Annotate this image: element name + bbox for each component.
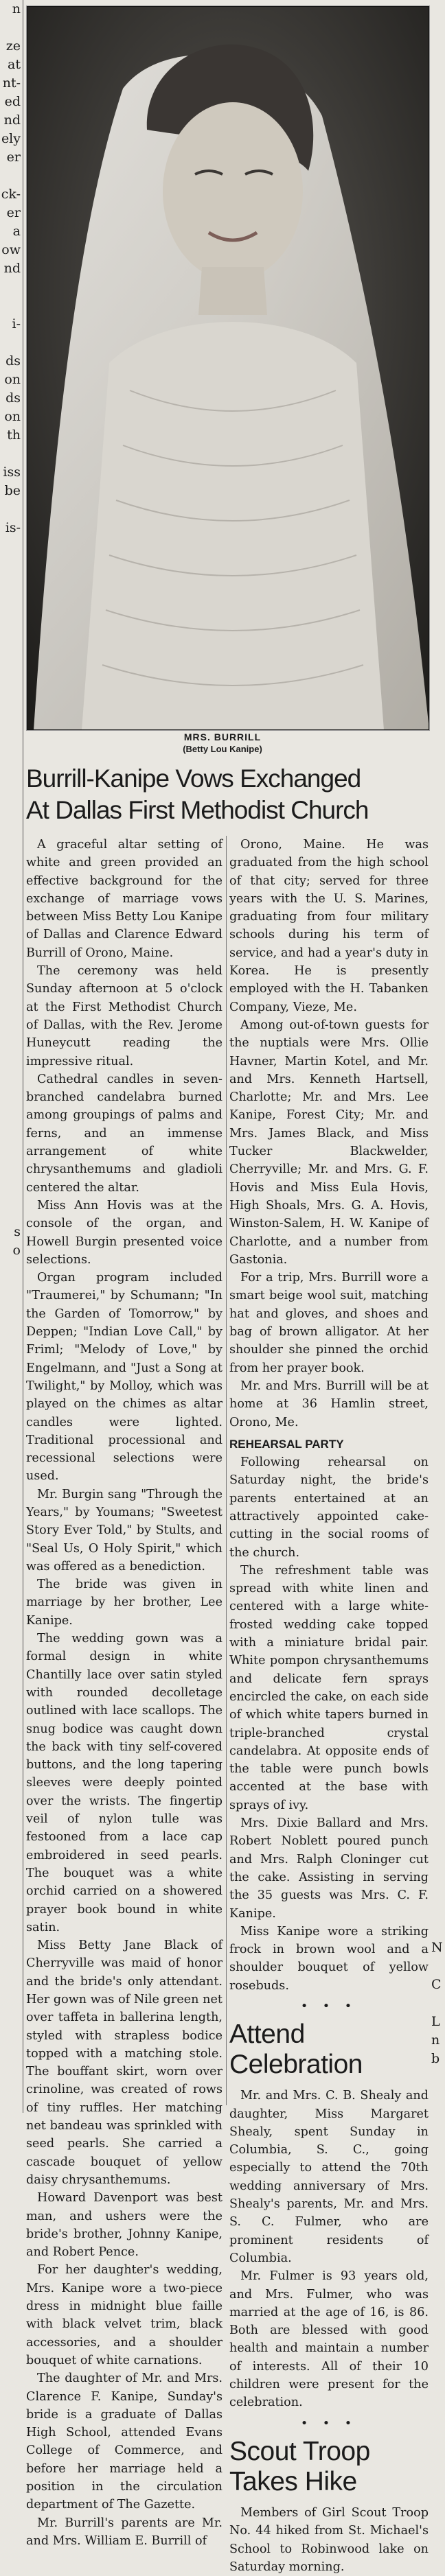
edge-fragment — [431, 1679, 445, 1698]
edge-fragment: iss — [3, 465, 21, 480]
edge-fragment — [0, 1112, 21, 1130]
edge-fragment — [0, 908, 21, 926]
article-paragraph: Mr. and Mrs. Burrill will be at home at 36 Hamlin street, Orono, Me. — [229, 1379, 429, 1429]
article-column-right — [229, 836, 429, 2576]
edge-fragment: i- — [12, 316, 21, 331]
edge-fragment — [431, 771, 445, 790]
edge-fragment — [0, 611, 21, 630]
article-continuation — [229, 836, 429, 1431]
edge-fragment — [431, 882, 445, 901]
edge-fragment: th — [7, 428, 21, 443]
edge-fragment — [0, 556, 21, 574]
scout-headline-line-2: Takes Hike — [229, 2466, 357, 2496]
edge-fragment — [431, 1494, 445, 1512]
edge-fragment — [431, 1994, 445, 2013]
scout-headline — [229, 2437, 429, 2497]
edge-fragment — [0, 797, 21, 815]
edge-fragment — [0, 963, 21, 982]
article-paragraph: Organ program included "Traumerei," by Schumann; "In the Garden of Tomorrow," by Deppen; "Indian Love Call," by Friml; "Melody of Love," by Engelmann, and "Just a Song at Twilight," by Molloy, which was played on the chimes as altar candles were lighted. Traditional processional and recessional selections were used. — [26, 1271, 223, 1484]
bride-portrait-image — [27, 6, 429, 730]
article-paragraph: For her daughter's wedding, Mrs. Kanipe wore a two-piece dress in midnight blue faille with black velvet trim, black accessories, and a shoulder bouquet of white carnations. — [26, 2263, 223, 2367]
edge-fragment: N — [431, 1940, 443, 1955]
edge-fragment: n — [12, 1, 21, 16]
rehearsal-paragraph: The refreshment table was spread with white linen and centered with a large white-frosted wedding cake topped with a miniature bridal pair. White pompon chrysanthemums and delicate fern sprays encircled the cake, on each side of which white tapers burned in triple-branched crystal candelabra. At opposite ends of the table were punch bowls accented at the base with sprays of ivy. — [229, 1563, 429, 1812]
edge-fragment — [431, 1772, 445, 1790]
headline-line-1: Burrill-Kanipe Vows Exchanged — [26, 764, 361, 793]
column-divider — [226, 836, 227, 2105]
edge-fragment — [431, 1420, 445, 1438]
article-paragraph: Cathedral candles in seven-branched candelabra burned among groupings of palms and ferns, and an immense arrangement of white chrysanthemums and gladioli centered the altar. — [26, 1072, 223, 1195]
edge-fragment — [0, 686, 21, 704]
edge-fragment: is- — [5, 520, 21, 535]
edge-fragment — [0, 537, 21, 556]
edge-fragment — [0, 1038, 21, 1056]
edge-fragment — [431, 1197, 445, 1216]
edge-fragment — [431, 1846, 445, 1864]
bride-photo — [26, 5, 430, 731]
edge-fragment — [431, 1475, 445, 1494]
edge-fragment — [431, 1049, 445, 1068]
edge-fragment — [431, 1179, 445, 1197]
section-separator: • • • — [300, 2000, 358, 2013]
edge-fragment — [431, 920, 445, 938]
edge-fragment: er — [6, 150, 21, 165]
edge-fragment — [0, 1093, 21, 1112]
edge-fragment — [431, 1716, 445, 1735]
edge-fragment — [431, 994, 445, 1012]
right-column-edge — [431, 734, 445, 2107]
edge-fragment — [0, 815, 21, 834]
edge-fragment — [431, 1531, 445, 1549]
edge-fragment: C — [431, 1977, 442, 1992]
edge-fragment: ds — [5, 353, 21, 368]
edge-fragment — [431, 1624, 445, 1642]
edge-fragment — [0, 593, 21, 611]
article-paragraph: Miss Betty Jane Black of Cherryville was maid of honor and the bride's only attendant. Her gown was of Nile green net over taffeta in ballerina length, styled with strapless bodice topped with a matching stole. The bouffant skirt, worn over crinoline, was created of rows of tiny ruffles. Her matching net bandeau was sprinkled with seed pearls. She carried a cascade bouquet of yellow daisy chrysanthemums. — [26, 1939, 223, 2187]
edge-fragment — [431, 790, 445, 808]
edge-fragment — [0, 704, 21, 723]
edge-fragment — [431, 1438, 445, 1457]
edge-fragment — [0, 852, 21, 871]
scout-headline-line-1: Scout Troop — [229, 2436, 370, 2466]
edge-fragment — [431, 1642, 445, 1661]
article-paragraph: The wedding gown was a formal design in white Chantilly lace over satin styled with rounded decolletage outlined with lace scallops. The snug bodice was caught down the back with tiny self-covered buttons, and the long tapering sleeves were deeply pointed over the wrists. The fingertip veil of nylon tulle was festooned from a lace cap embroidered in seed pearls. The bouquet was a white orchid carried on a showered prayer book bound in white satin. — [26, 1632, 223, 1934]
edge-fragment — [431, 1864, 445, 1883]
edge-fragment — [431, 1586, 445, 1605]
edge-fragment — [431, 1568, 445, 1586]
edge-fragment — [431, 1253, 445, 1272]
edge-fragment: er — [6, 205, 21, 220]
edge-fragment — [0, 1149, 21, 1167]
edge-fragment: a — [12, 224, 21, 239]
edge-fragment: ck- — [1, 187, 21, 202]
edge-fragment — [0, 1075, 21, 1093]
edge-fragment — [0, 760, 21, 778]
edge-fragment: ed — [4, 94, 21, 109]
celebration-headline — [229, 2019, 429, 2080]
edge-fragment — [431, 1142, 445, 1160]
edge-fragment — [431, 1216, 445, 1234]
edge-fragment — [431, 957, 445, 975]
edge-fragment — [431, 2087, 445, 2105]
edge-fragment — [0, 834, 21, 852]
article-paragraph: Mr. Burrill's parents are Mr. and Mrs. William E. Burrill of — [26, 2516, 223, 2548]
article-paragraph: Orono, Maine. He was graduated from the high school of that city; served for three years with the U. S. Marines, graduating from four military schools during his term of service, and had a year's duty in Korea. He is presently employed with the H. Tabanken Company, Vieze, Me. — [229, 838, 429, 1014]
edge-fragment — [431, 2068, 445, 2087]
edge-fragment — [0, 574, 21, 593]
edge-fragment — [0, 945, 21, 963]
scout-paragraph: Members of Girl Scout Troop No. 44 hiked from St. Michael's School to Robinwood lake on Saturday morning. — [229, 2505, 429, 2574]
edge-fragment — [0, 278, 21, 296]
edge-fragment — [0, 500, 21, 519]
edge-fragment — [431, 975, 445, 994]
edge-fragment — [0, 1186, 21, 1204]
edge-fragment — [431, 1920, 445, 1939]
edge-fragment — [431, 1401, 445, 1420]
edge-fragment — [431, 1790, 445, 1809]
edge-fragment — [431, 901, 445, 920]
section-separator-2: • • • — [300, 2416, 358, 2431]
photo-caption-maiden-name: (Betty Lou Kanipe) — [183, 744, 262, 754]
edge-fragment — [431, 1290, 445, 1309]
edge-fragment: be — [4, 483, 21, 498]
edge-fragment: nt- — [2, 75, 21, 91]
celebration-paragraph: Mr. Fulmer is 93 years old, and Mrs. Fulmer, who was married at the age of 16, is 86. Both are blessed with good health and maintain a number of interests. All of their 10 children were present for the celebration. — [229, 2269, 429, 2410]
edge-fragment — [0, 926, 21, 945]
edge-fragment — [431, 1031, 445, 1049]
edge-fragment — [431, 1068, 445, 1086]
celebration-headline-line-1: Attend — [229, 2019, 305, 2050]
edge-fragment — [0, 778, 21, 797]
edge-fragment — [431, 938, 445, 957]
article-headline — [26, 763, 431, 826]
rehearsal-paragraph: Following rehearsal on Saturday night, the bride's parents entertained at an attractively appointed cake-cutting in the social rooms of the church. — [229, 1455, 429, 1560]
edge-fragment — [431, 808, 445, 827]
edge-fragment — [0, 1167, 21, 1186]
edge-fragment — [0, 296, 21, 315]
rehearsal-party-body — [229, 1453, 429, 1995]
edge-fragment — [0, 630, 21, 648]
edge-fragment: b — [431, 2051, 440, 2066]
article-paragraph: Howard Davenport was best man, and ushers were the bride's brother, Johnny Kanipe, and Robert Pence. — [26, 2191, 223, 2260]
edge-fragment: nd — [3, 113, 21, 128]
edge-fragment: at — [8, 57, 21, 72]
edge-fragment — [0, 167, 21, 185]
edge-fragment — [431, 827, 445, 845]
edge-fragment — [0, 1204, 21, 1223]
edge-fragment: ely — [1, 131, 21, 146]
edge-fragment — [0, 667, 21, 686]
article-paragraph: Among out-of-town guests for the nuptials were Mrs. Ollie Havner, Martin Kotel, and Mr. and Mrs. Kenneth Hartsell, Charlotte; Mr. and Mrs. Lee Kanipe, Forest City; Mr. and Mrs. James Black, and Miss Tucker Blackwelder, Cherryville; Mr. and Mrs. G. F. Hovis and Miss Eula Hovis, High Shoals, Mrs. G. A. Hovis, Winston-Salem, H. W. Kanipe of Charlotte, and a number from Gastonia. — [229, 1018, 429, 1267]
edge-fragment — [0, 648, 21, 667]
left-column-edge — [0, 0, 21, 2113]
edge-fragment — [431, 1698, 445, 1716]
edge-fragment — [431, 753, 445, 771]
edge-fragment — [431, 1661, 445, 1679]
article-paragraph: The bride was given in marriage by her brother, Lee Kanipe. — [26, 1578, 223, 1628]
article-paragraph: The daughter of Mr. and Mrs. Clarence F. Kanipe, Sunday's bride is a graduate of Dallas High School, attended Evans College of Commerce, and before her marriage held a position in the circulation department of The Gazette. — [26, 2372, 223, 2512]
edge-fragment: o — [12, 1243, 21, 1258]
edge-fragment — [431, 1827, 445, 1846]
scout-body — [229, 2504, 429, 2576]
edge-fragment — [0, 889, 21, 908]
edge-fragment — [0, 445, 21, 463]
photo-caption-name: MRS. BURRILL — [183, 731, 262, 742]
celebration-headline-line-2: Celebration — [229, 2050, 363, 2080]
rehearsal-paragraph: Mrs. Dixie Ballard and Mrs. Robert Noblett poured punch and Mrs. Ralph Cloninger cut the cake. Assisting in serving the 35 guests was Mrs. C. F. Kanipe. — [229, 1816, 429, 1921]
edge-fragment — [431, 1123, 445, 1142]
edge-fragment — [431, 1512, 445, 1531]
edge-fragment — [431, 1327, 445, 1346]
rehearsal-paragraph: Miss Kanipe wore a striking frock in brown wool and a shoulder bouquet of yellow rosebuds. — [229, 1924, 429, 1993]
headline-line-2: At Dallas First Methodist Church — [26, 796, 369, 824]
edge-fragment: nd — [3, 261, 21, 276]
article-paragraph: A graceful altar setting of white and green provided an effective background for the exchange of marriage vows between Miss Betty Lou Kanipe of Dallas and Clarence Edward Burrill of Orono, Maine. — [26, 838, 223, 960]
edge-fragment: n — [431, 2033, 440, 2048]
edge-fragment — [431, 1086, 445, 1105]
edge-fragment — [431, 1012, 445, 1031]
edge-fragment: s — [14, 1224, 21, 1239]
edge-fragment — [431, 1272, 445, 1290]
celebration-body — [229, 2087, 429, 2411]
edge-fragment — [431, 1457, 445, 1475]
edge-fragment — [431, 1605, 445, 1624]
edge-fragment — [0, 1130, 21, 1149]
edge-fragment — [431, 1309, 445, 1327]
edge-fragment — [0, 1056, 21, 1075]
edge-fragment — [431, 1549, 445, 1568]
edge-fragment — [431, 845, 445, 864]
edge-fragment — [431, 1346, 445, 1364]
edge-fragment — [0, 19, 21, 37]
edge-fragment — [0, 333, 21, 352]
edge-fragment: ow — [1, 242, 21, 257]
edge-fragment: on — [4, 409, 21, 424]
edge-fragment — [431, 1364, 445, 1383]
edge-fragment — [0, 982, 21, 1000]
edge-fragment: ds — [5, 390, 21, 406]
edge-fragment — [431, 1105, 445, 1123]
edge-fragment — [0, 1000, 21, 1019]
article-paragraph: Mr. Burgin sang "Through the Years," by Youmans; "Sweetest Story Ever Told," by Stults, and "Seal Us, O Holy Spirit," which was offered as a benediction. — [26, 1487, 223, 1573]
article-paragraph: The ceremony was held Sunday afternoon at 5 o'clock at the First Methodist Church of Dallas, with the Rev. Jerome Huneycutt reading the impressive ritual. — [26, 964, 223, 1068]
article-paragraph: For a trip, Mrs. Burrill wore a smart beige wool suit, matching hat and gloves, and shoes and bag of brown alligator. At her shoulder she pinned the orchid from her prayer book. — [229, 1271, 429, 1375]
edge-fragment — [431, 1957, 445, 1976]
edge-fragment: ze — [5, 38, 21, 54]
edge-fragment — [431, 1383, 445, 1401]
edge-fragment — [431, 1901, 445, 1920]
edge-fragment — [0, 871, 21, 889]
edge-fragment: L — [431, 2014, 440, 2029]
edge-fragment — [431, 1883, 445, 1901]
edge-fragment — [431, 1234, 445, 1253]
edge-fragment — [431, 1809, 445, 1827]
celebration-paragraph: Mr. and Mrs. C. B. Shealy and daughter, Miss Margaret Shealy, spent Sunday in Columbia, S. C., going especially to attend the 70th wedding anniversary of Mrs. Shealy's parents, Mr. and Mrs. S. C. Fulmer, who are prominent residents of Columbia. — [229, 2089, 429, 2265]
edge-fragment — [431, 1735, 445, 1753]
edge-fragment — [431, 864, 445, 882]
rehearsal-party-heading: REHEARSAL PARTY — [229, 1437, 344, 1451]
edge-fragment — [0, 1019, 21, 1038]
article-column-left — [26, 836, 223, 2550]
edge-fragment: on — [4, 372, 21, 387]
edge-fragment — [431, 1753, 445, 1772]
edge-fragment — [431, 1160, 445, 1179]
article-paragraph: Miss Ann Hovis was at the console of the organ, and Howell Burgin presented voice selections. — [26, 1198, 223, 1267]
